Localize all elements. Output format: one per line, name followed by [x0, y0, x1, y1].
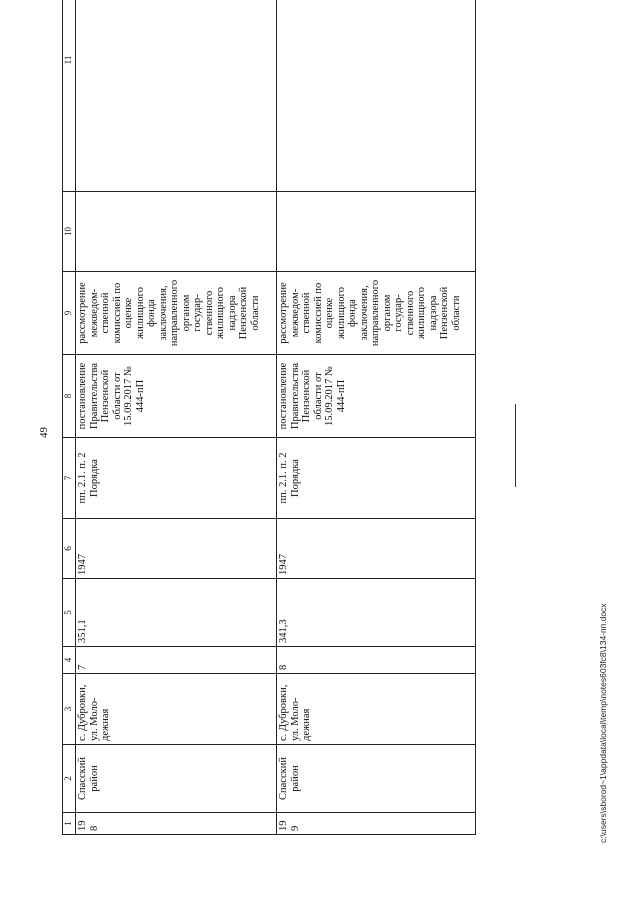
empty-cell-11: [76, 0, 277, 192]
rotated-table-container: [62, 29, 472, 835]
header-cell: 1: [63, 813, 76, 835]
year-cell: 1947: [277, 519, 476, 579]
decree-cell: постановление Правительства Пензенской области от 15.09.2017 № 444-пП: [277, 355, 476, 438]
address-cell: с. Дубровки, ул. Моло-дежная: [277, 674, 476, 745]
decree-cell: постановление Правительства Пензенской области от 15.09.2017 № 444-пП: [76, 355, 277, 438]
address-cell: с. Дубровки, ул. Моло-дежная: [76, 674, 277, 745]
header-cell: 6: [63, 519, 76, 579]
basis-item-cell: пп. 2.1. п. 2 Порядка: [277, 438, 476, 519]
row-number: 198: [76, 813, 277, 835]
header-cell: 7: [63, 438, 76, 519]
empty-cell-10: [277, 192, 476, 272]
signature-line: [515, 404, 516, 487]
table-row: [76, 0, 277, 835]
header-cell: 2: [63, 745, 76, 813]
area-cell: 341,3: [277, 579, 476, 647]
header-cell: 5: [63, 579, 76, 647]
empty-cell-11: [277, 0, 476, 192]
procedure-cell: рассмотрение межведом-ственной комиссией по оценке жилищного фонда заключения, направленного органом государ-ственного жилищного надзора Пензенской области: [277, 272, 476, 355]
header-cell: 9: [63, 272, 76, 355]
area-cell: 351,1: [76, 579, 277, 647]
table-row: [277, 0, 476, 835]
header-cell: 10: [63, 192, 76, 272]
row-number: 199: [277, 813, 476, 835]
empty-cell-10: [76, 192, 277, 272]
header-row: [63, 0, 76, 835]
page-number: 49: [38, 427, 50, 438]
district-cell: Спасский район: [76, 745, 277, 813]
district-cell: Спасский район: [277, 745, 476, 813]
house-number-cell: 8: [277, 647, 476, 674]
procedure-cell: рассмотрение межведом-ственной комиссией по оценке жилищного фонда заключения, направленного органом государ-ственного жилищного надзора Пензенской области: [76, 272, 277, 355]
header-cell: 3: [63, 674, 76, 745]
house-number-cell: 7: [76, 647, 277, 674]
header-cell: 4: [63, 647, 76, 674]
housing-table: [62, 0, 476, 835]
footer-file-path: c:\users\sborod~1\appdata\local\temp\notes603fc8\134-пп.docx: [598, 603, 608, 843]
year-cell: 1947: [76, 519, 277, 579]
header-cell: 8: [63, 355, 76, 438]
basis-item-cell: пп. 2.1. п. 2 Порядка: [76, 438, 277, 519]
header-cell: 11: [63, 0, 76, 192]
